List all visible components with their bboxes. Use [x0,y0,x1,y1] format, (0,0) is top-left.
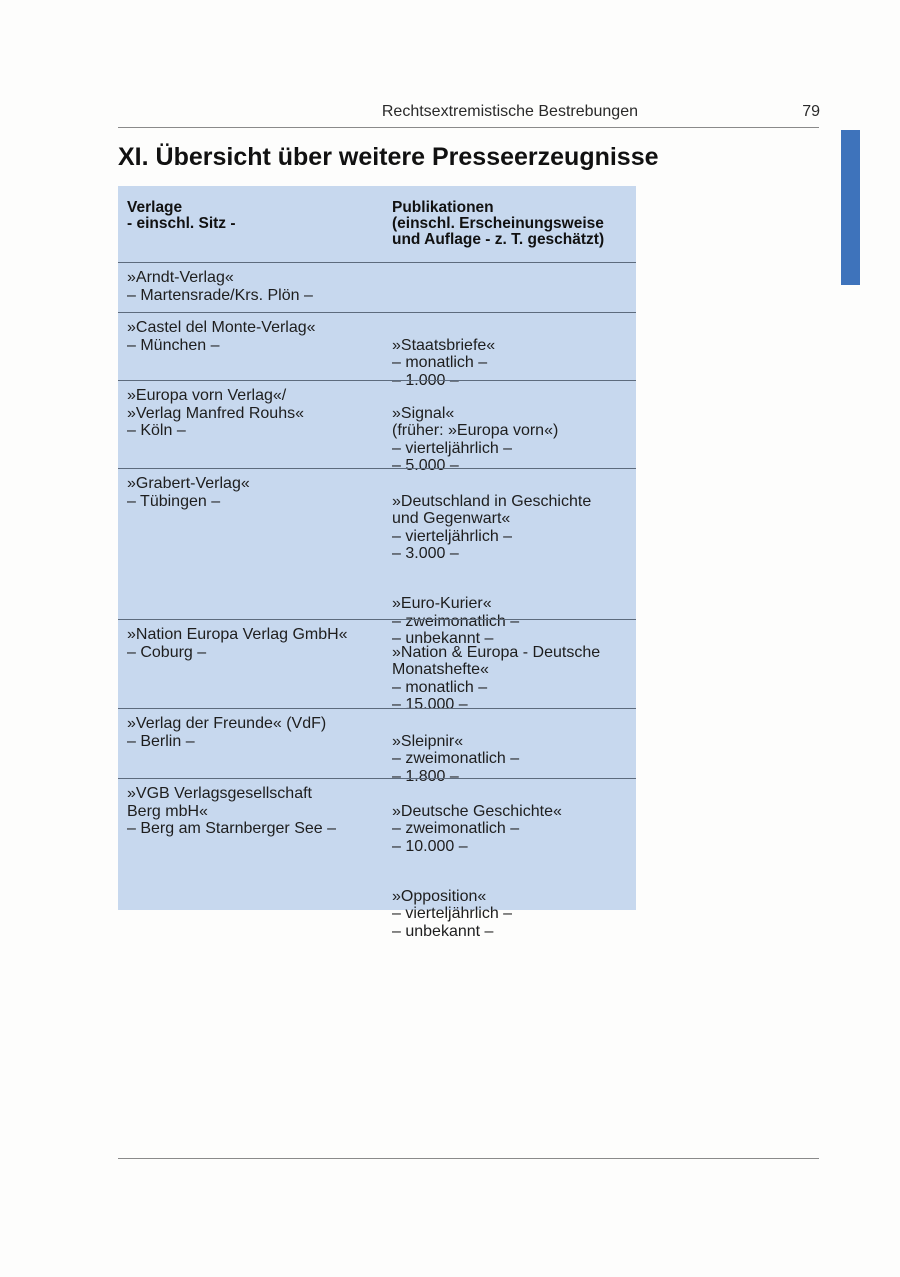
publication-entry: »Opposition« – vierteljährlich – – unbekannt – [392,887,513,940]
header-rule [118,127,819,128]
publication-entry: »Sleipnir« – zweimonatlich – – 1.800 – [392,732,520,785]
table-row [118,262,636,313]
page-number: 79 [802,103,820,120]
publisher-cell: »VGB Verlagsgesellschaft Berg mbH« – Berg am Starnberger See – [127,785,337,837]
header-publishers: Verlage - einschl. Sitz - [127,199,236,232]
table-row [118,380,636,474]
table-row [118,708,636,785]
publication-entry: »Euro-Kurier« – zweimonatlich – – unbekannt – [392,595,520,647]
publisher-cell: »Verlag der Freunde« (VdF) – Berlin – [127,715,327,750]
publisher-cell: »Arndt-Verlag« – Martensrade/Krs. Plön – [127,269,313,304]
table-header-row [118,186,636,262]
chapter-side-tab [841,130,860,285]
publication-entry: »Staatsbriefe« – monatlich – – 1.000 – [392,336,496,389]
publisher-cell: »Europa vorn Verlag«/ »Verlag Manfred Rouhs« – Köln – [127,387,304,439]
footer-rule [118,1158,819,1159]
publication-entry: »Deutsche Geschichte« – zweimonatlich – – 10.000 – [392,802,562,855]
section-title: XI. Übersicht über weitere Presseerzeugnisse [118,143,659,171]
publication-cell [392,785,636,973]
header-publications: Publikationen (einschl. Erscheinungsweise und Auflage - z. T. geschätzt) [392,199,605,248]
publication-entry: »Nation & Europa - Deutsche Monatshefte« – monatlich – – 15.000 – [392,643,601,713]
publisher-cell: »Grabert-Verlag« – Tübingen – [127,475,250,510]
publisher-cell: »Castel del Monte-Verlag« – München – [127,319,316,354]
table-row [118,778,636,940]
publisher-cell: »Nation Europa Verlag GmbH« – Coburg – [127,626,348,661]
running-header-title: Rechtsextremistische Bestrebungen [381,103,638,120]
publications-table [118,186,636,940]
table-row [118,312,636,389]
table-row [118,619,636,713]
publication-entry: »Signal« (früher: »Europa vorn«) – vierteljährlich – – 5.000 – [392,404,559,474]
publication-entry: »Deutschland in Geschichte und Gegenwart« – vierteljährlich – – 3.000 – [392,492,592,562]
